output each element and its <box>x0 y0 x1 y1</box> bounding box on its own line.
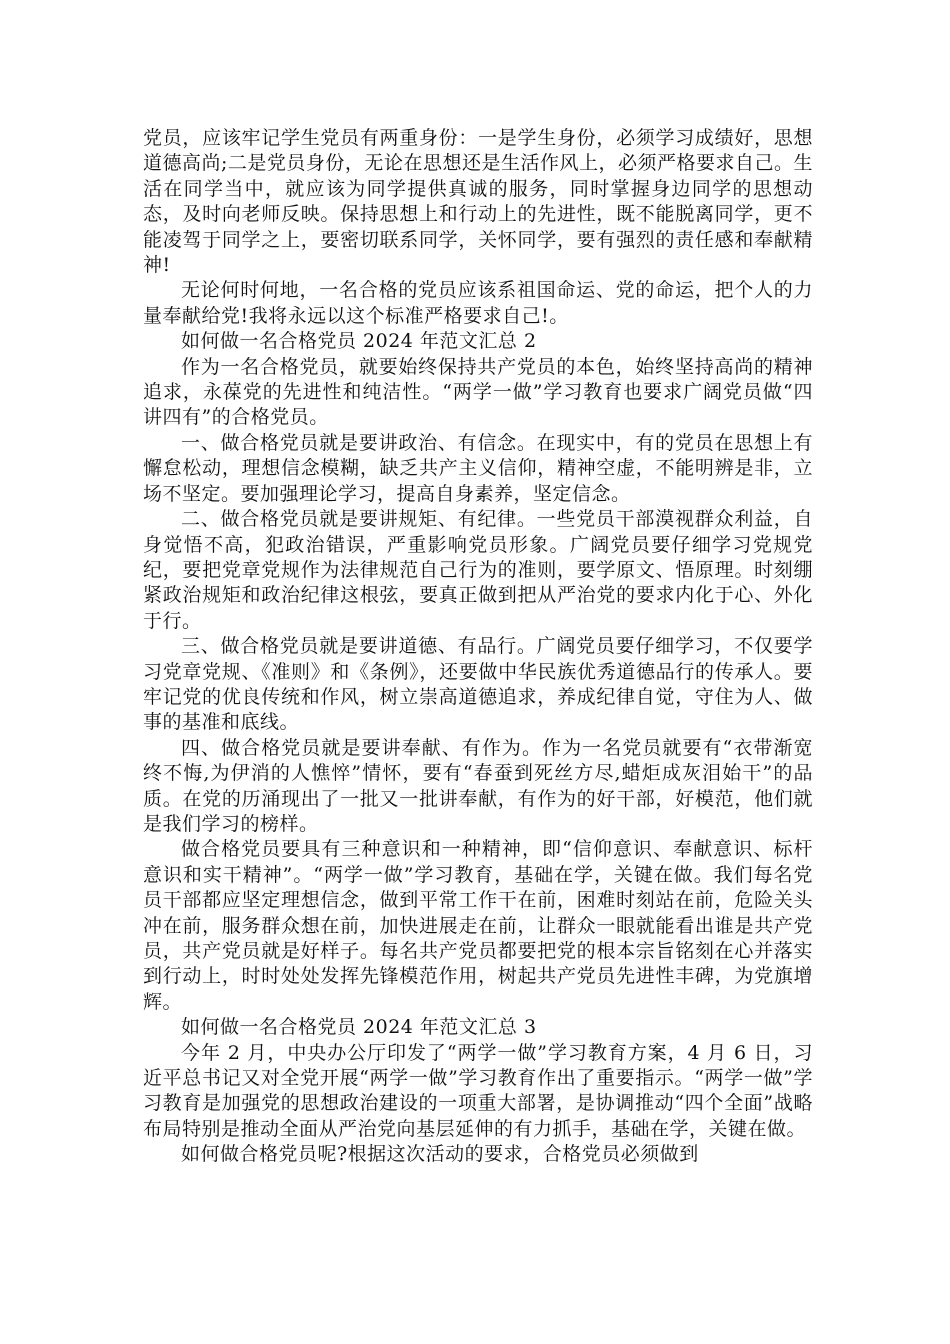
section-heading: 如何做一名合格党员 2024 年范文汇总 2 <box>181 330 537 353</box>
paragraph-body: 三、做合格党员就是要讲道德、有品行。广阔党员要仔细学习，不仅要学习党章党规、《准则》和《条例》，还要做中华民族优秀道德品行的传承人。要牢记党的优良传统和作风，树立崇高道德追求，养成纪律自觉，守住为人、做事的基准和底线。 <box>143 635 813 734</box>
paragraph-continuation: 党员，应该牢记学生党员有两重身份：一是学生身份，必须学习成绩好，思想道德高尚;二是党员身份，无论在思想还是生活作风上，必须严格要求自己。生活在同学当中，就应该为同学提供真诚的服务，同时掌握身边同学的思想动态，及时向老师反映。保持思想上和行动上的先进性，既不能脱离同学，更不能凌驾于同学之上，要密切联系同学，关怀同学，要有强烈的责任感和奉献精神! <box>143 127 813 277</box>
paragraph-body: 四、做合格党员就是要讲奉献、有作为。作为一名党员就要有“衣带渐宽终不悔,为伊消的人憔悴”情怀，要有“春蚕到死丝方尽,蜡炬成灰泪始干”的品质。在党的历涌现出了一批又一批讲奉献，有作为的好干部，好模范，他们就是我们学习的榜样。 <box>143 736 813 835</box>
paragraph-body: 做合格党员要具有三种意识和一种精神，即“信仰意识、奉献意识、标杆意识和实干精神”。“两学一做”学习教育，基础在学，关键在做。我们每名党员干部都应坚定理想信念，做到平常工作干在前，困难时刻站在前，危险关头冲在前，服务群众想在前，加快进展走在前，让群众一眼就能看出谁是共产党员，共产党员就是好样子。每名共产党员都要把党的根本宗旨铭刻在心并落实到行动上，时时处处发挥先锋模范作用，树起共产党员先进性丰碑，为党旗增辉。 <box>143 838 813 1013</box>
document-body <box>143 126 813 1168</box>
paragraph-body: 无论何时何地，一名合格的党员应该系祖国命运、党的命运，把个人的力量奉献给党!我将永远以这个标准严格要求自己!。 <box>143 279 813 327</box>
paragraph-body: 作为一名合格党员，就要始终保持共产党员的本色，始终坚持高尚的精神追求，永葆党的先进性和纯洁性。“两学一做”学习教育也要求广阔党员做“四讲四有”的合格党员。 <box>143 355 813 429</box>
section-heading: 如何做一名合格党员 2024 年范文汇总 3 <box>181 1016 537 1039</box>
paragraph-body: 如何做合格党员呢?根据这次活动的要求，合格党员必须做到 <box>181 1143 699 1166</box>
paragraph-body: 二、做合格党员就是要讲规矩、有纪律。一些党员干部漠视群众利益，自身觉悟不高，犯政治错误，严重影响党员形象。广阔党员要仔细学习党规党纪，要把党章党规作为法律规范自己行为的准则，要学原文、悟原理。时刻绷紧政治规矩和政治纪律这根弦，要真正做到把从严治党的要求内化于心、外化于行。 <box>143 508 813 632</box>
paragraph-body: 今年 2 月，中央办公厅印发了“两学一做”学习教育方案，4 月 6 日，习近平总书记又对全党开展“两学一做”学习教育作出了重要指示。“两学一做”学习教育是加强党的思想政治建设的一项重大部署，是协调推动“四个全面”战略布局特别是推动全面从严治党向基层延伸的有力抓手，基础在学，关键在做。 <box>143 1041 813 1140</box>
paragraph-body: 一、做合格党员就是要讲政治、有信念。在现实中，有的党员在思想上有懈怠松动，理想信念模糊，缺乏共产主义信仰，精神空虚，不能明辨是非，立场不坚定。要加强理论学习，提高自身素养，坚定信念。 <box>143 431 813 505</box>
